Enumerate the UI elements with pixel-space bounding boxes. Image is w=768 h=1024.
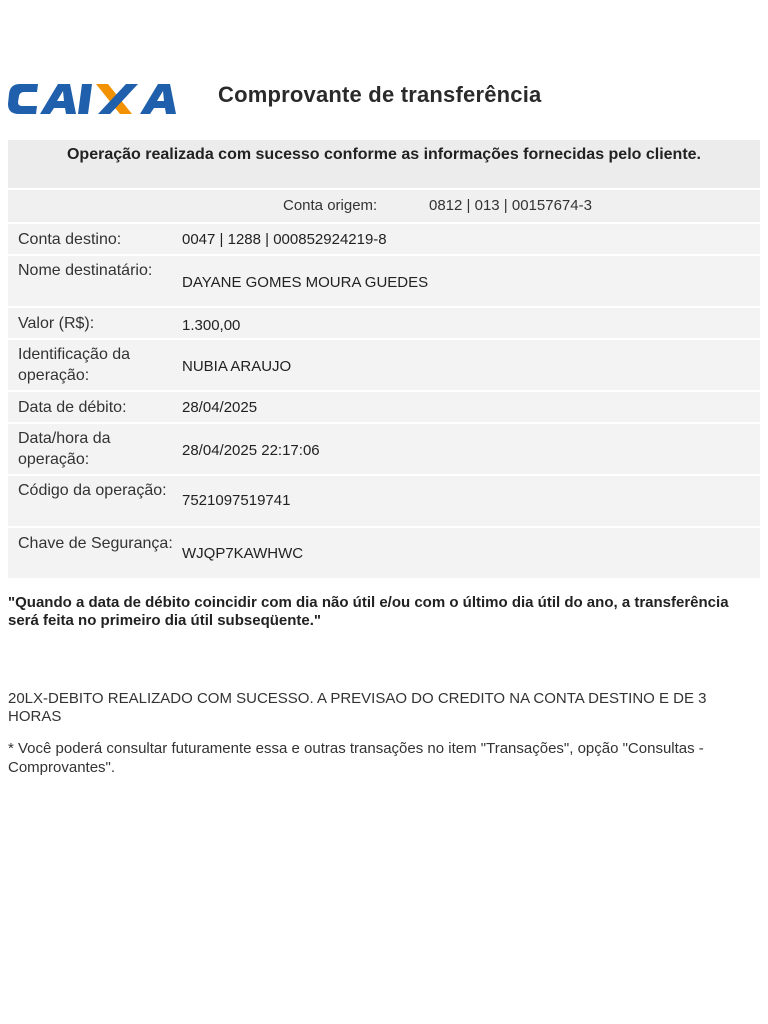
detail-value: 7521097519741 [182, 492, 291, 509]
page-title: Comprovante de transferência [218, 82, 542, 107]
detail-label: Valor (R$): [18, 315, 95, 332]
detail-label: Identificação da operação: [18, 346, 131, 384]
origin-account-value: 0812 | 013 | 00157674-3 [429, 197, 592, 214]
origin-account-row [8, 190, 760, 222]
status-message: 20LX-DEBITO REALIZADO COM SUCESSO. A PREVISAO DO CREDITO NA CONTA DESTINO E DE 3 HORAS [8, 690, 707, 725]
detail-value: 0047 | 1288 | 000852924219-8 [182, 231, 387, 248]
detail-row-debit-date [8, 392, 760, 422]
detail-row-destination-account [8, 224, 760, 254]
detail-label: Chave de Segurança: [18, 535, 173, 552]
detail-row-amount [8, 308, 760, 338]
success-banner: Operação realizada com sucesso conforme as informações fornecidas pelo cliente. [8, 140, 760, 188]
caixa-logo [6, 78, 194, 118]
detail-value: 28/04/2025 [182, 399, 258, 416]
detail-label: Data/hora da operação: [18, 430, 111, 468]
detail-row-operation-datetime [8, 424, 760, 474]
detail-row-security-key [8, 528, 760, 578]
detail-row-recipient-name [8, 256, 760, 306]
detail-label: Conta destino: [18, 231, 122, 248]
detail-value: DAYANE GOMES MOURA GUEDES [182, 274, 429, 291]
detail-row-operation-code [8, 476, 760, 526]
detail-value: NUBIA ARAUJO [182, 358, 292, 375]
header [6, 72, 746, 122]
detail-label: Código da operação: [18, 482, 167, 499]
footer-note: * Você poderá consultar futuramente essa e outras transações no item "Transações", opção "Consultas - Comprovantes". [8, 740, 704, 776]
business-day-note: "Quando a data de débito coincidir com dia não útil e/ou com o último dia útil do ano, a transferência será feita no primeiro dia útil subseqüente." [8, 594, 729, 629]
detail-value: 28/04/2025 22:17:06 [182, 442, 320, 459]
detail-row-operation-id [8, 340, 760, 390]
origin-account-label: Conta origem: [283, 197, 378, 214]
detail-label: Nome destinatário: [18, 262, 153, 279]
detail-value: WJQP7KAWHWC [182, 545, 304, 562]
detail-label: Data de débito: [18, 399, 127, 416]
detail-value: 1.300,00 [182, 317, 241, 334]
